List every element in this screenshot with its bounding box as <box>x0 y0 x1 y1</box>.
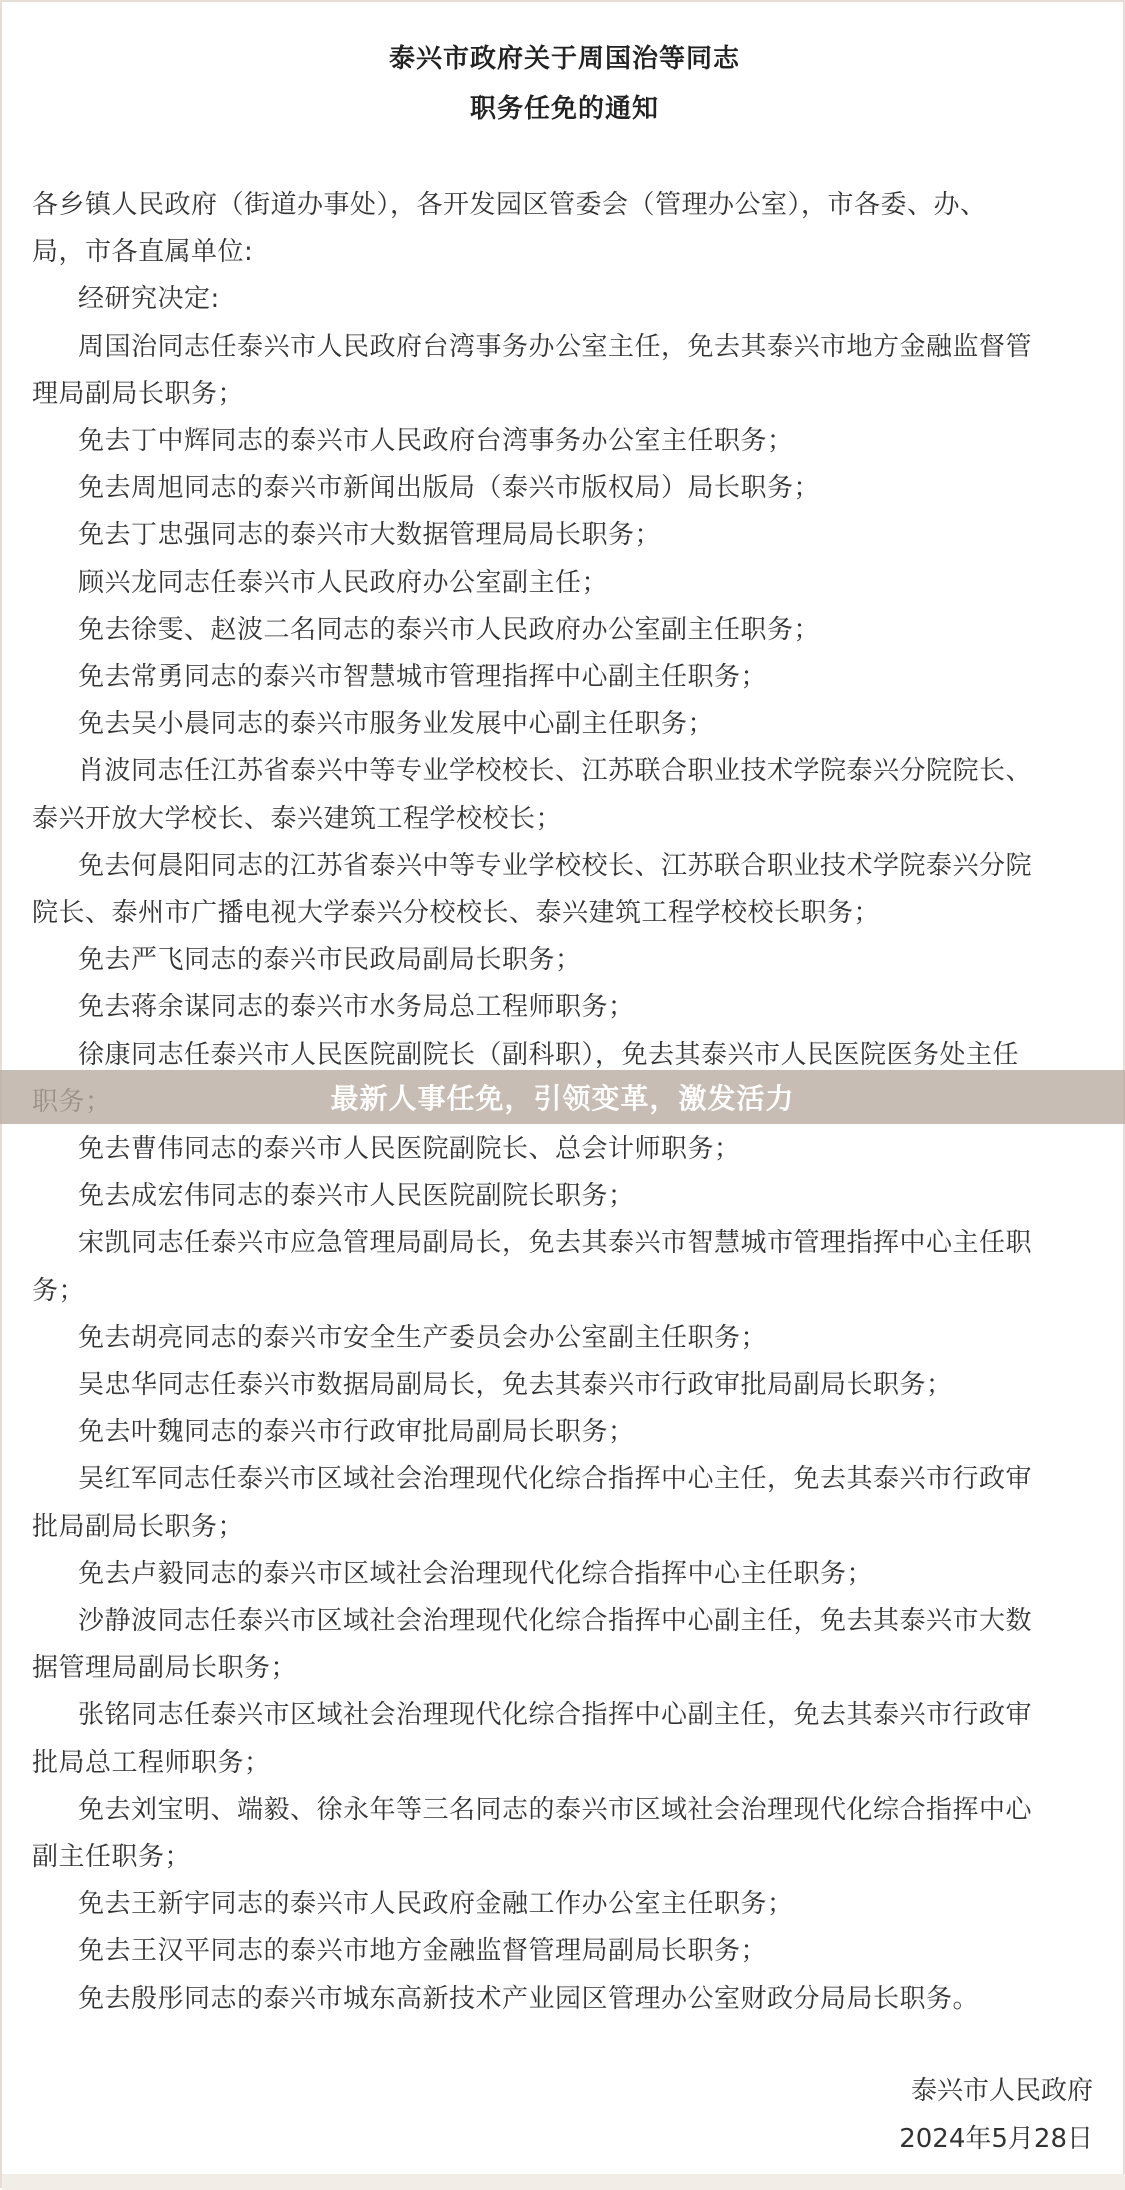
notice-line: 免去殷彤同志的泰兴市城东高新技术产业园区管理办公室财政分局局长职务。 <box>78 1984 980 2014</box>
notice-line: 免去严飞同志的泰兴市民政局副局长职务； <box>78 945 582 975</box>
notice-line: 顾兴龙同志任泰兴市人民政府办公室副主任； <box>78 568 609 598</box>
notice-line: 免去曹伟同志的泰兴市人民医院副院长、总会计师职务； <box>78 1134 741 1164</box>
notice-line: 沙静波同志任泰兴市区域社会治理现代化综合指挥中心副主任，免去其泰兴市大数 <box>78 1606 1033 1636</box>
notice-title-line1: 泰兴市政府关于周国治等同志 <box>388 44 740 74</box>
notice-line: 肖波同志任江苏省泰兴中等专业学校校长、江苏联合职业技术学院泰兴分院院长、 <box>78 756 1033 786</box>
notice-line: 据管理局副局长职务； <box>32 1653 298 1683</box>
notice-line: 副主任职务； <box>32 1842 192 1872</box>
notice-line: 经研究决定: <box>78 284 220 314</box>
notice-line: 张铭同志任泰兴市区域社会治理现代化综合指挥中心副主任，免去其泰兴市行政审 <box>78 1700 1033 1730</box>
notice-line: 免去丁中辉同志的泰兴市人民政府台湾事务办公室主任职务； <box>78 426 794 456</box>
notice-line: 免去王汉平同志的泰兴市地方金融监督管理局副局长职务； <box>78 1936 768 1966</box>
notice-line: 务； <box>32 1276 86 1306</box>
notice-line: 吴忠华同志任泰兴市数据局副局长，免去其泰兴市行政审批局副局长职务； <box>78 1370 953 1400</box>
notice-line: 免去成宏伟同志的泰兴市人民医院副院长职务； <box>78 1181 635 1211</box>
notice-line: 免去吴小晨同志的泰兴市服务业发展中心副主任职务； <box>78 709 715 739</box>
notice-line: 理局副局长职务； <box>32 379 245 409</box>
notice-line: 免去何晨阳同志的江苏省泰兴中等专业学校校长、江苏联合职业技术学院泰兴分院 <box>78 851 1033 881</box>
notice-line: 吴红军同志任泰兴市区域社会治理现代化综合指挥中心主任，免去其泰兴市行政审 <box>78 1464 1033 1494</box>
notice-line: 免去周旭同志的泰兴市新闻出版局（泰兴市版权局）局长职务； <box>78 473 821 503</box>
notice-line: 泰兴开放大学校长、泰兴建筑工程学校校长； <box>32 804 563 834</box>
notice-line: 免去叶魏同志的泰兴市行政审批局副局长职务； <box>78 1417 635 1447</box>
notice-line: 免去卢毅同志的泰兴市区域社会治理现代化综合指挥中心主任职务； <box>78 1559 874 1589</box>
signature-org: 泰兴市人民政府 <box>910 2076 1093 2106</box>
notice-title-line2: 职务任免的通知 <box>469 94 659 124</box>
notice-line: 免去徐雯、赵波二名同志的泰兴市人民政府办公室副主任职务； <box>78 615 821 645</box>
notice-line: 免去丁忠强同志的泰兴市大数据管理局局长职务； <box>78 520 662 550</box>
notice-line: 各乡镇人民政府（街道办事处），各开发园区管委会（管理办公室），市各委、办、 <box>32 190 987 220</box>
notice-line: 免去刘宝明、端毅、徐永年等三名同志的泰兴市区域社会治理现代化综合指挥中心 <box>78 1795 1033 1825</box>
notice-line: 免去蒋余谋同志的泰兴市水务局总工程师职务； <box>78 992 635 1022</box>
notice-line: 免去王新宇同志的泰兴市人民政府金融工作办公室主任职务； <box>78 1889 794 1919</box>
notice-line: 局，市各直属单位: <box>32 237 254 267</box>
signature-date: 2024年5月28日 <box>899 2124 1093 2154</box>
notice-line: 宋凯同志任泰兴市应急管理局副局长，免去其泰兴市智慧城市管理指挥中心主任职 <box>78 1228 1033 1258</box>
notice-line: 徐康同志任泰兴市人民医院副院长（副科职），免去其泰兴市人民医院医务处主任 <box>78 1040 1020 1070</box>
notice-line: 周国治同志任泰兴市人民政府台湾事务办公室主任，免去其泰兴市地方金融监督管 <box>78 332 1033 362</box>
overlay-banner <box>0 1070 1125 1124</box>
overlay-banner-text: 最新人事任免，引领变革，激发活力 <box>330 1082 795 1115</box>
notice-line: 批局总工程师职务； <box>32 1748 271 1778</box>
notice-line: 院长、泰州市广播电视大学泰兴分校校长、泰兴建筑工程学校校长职务； <box>32 898 881 928</box>
notice-line: 免去胡亮同志的泰兴市安全生产委员会办公室副主任职务； <box>78 1323 768 1353</box>
notice-line: 批局副局长职务； <box>32 1512 245 1542</box>
notice-line: 免去常勇同志的泰兴市智慧城市管理指挥中心副主任职务； <box>78 662 768 692</box>
